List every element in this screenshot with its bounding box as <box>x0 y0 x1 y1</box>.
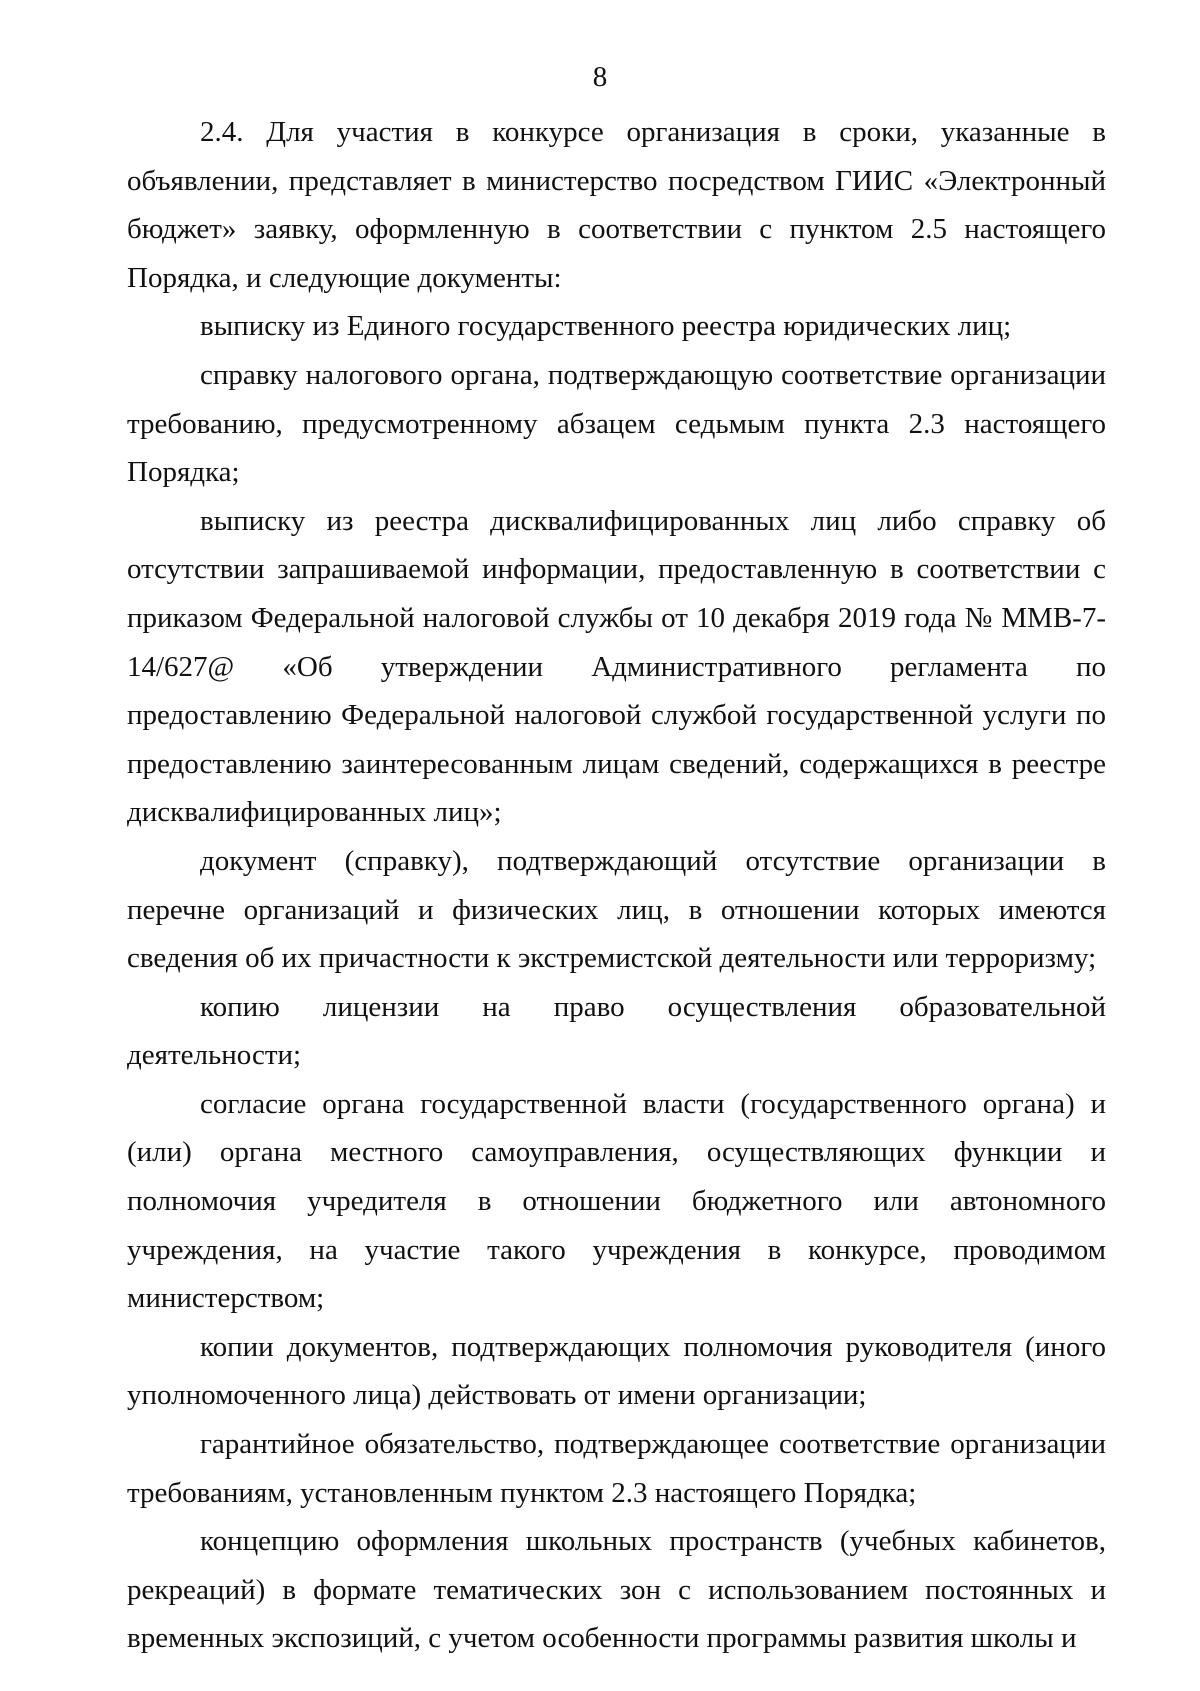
paragraph-extremism-certificate: документ (справку), подтверждающий отсутствие организации в перечне организаций и физических лиц, в отношении которых имеются сведения об их причастности к экстремистской деятельности или терроризму; <box>127 844 1106 975</box>
paragraph-egrul-extract: выписку из Единого государственного реестра юридических лиц; <box>200 310 1012 343</box>
paragraph-disqualified-registry: выписку из реестра дисквалифицированных лиц либо справку об отсутствии запрашиваемой информации, предоставленную в соответствии с приказом Федеральной налоговой службы от 10 декабря 2019 года № ММВ-7-14/627@ «Об утверждении Административного регламента по предоставлению Федеральной налоговой службой государственной услуги по предоставлению заинтересованным лицам сведений, содержащихся в реестре дисквалифицированных лиц»; <box>127 504 1106 829</box>
paragraph-tax-certificate: справку налогового органа, подтверждающую соответствие организации требованию, предусмотренному абзацем седьмым пункта 2.3 настоящего Порядка; <box>127 358 1106 489</box>
document-body <box>127 108 1106 1663</box>
paragraph-authority-documents: копии документов, подтверждающих полномочия руководителя (иного уполномоченного лица) действовать от имени организации; <box>127 1330 1106 1412</box>
page-number: 8 <box>592 61 608 93</box>
paragraph-design-concept: концепцию оформления школьных пространств (учебных кабинетов, рекреаций) в формате тематических зон с использованием постоянных и временных экспозиций, с учетом особенности программы развития школы и <box>127 1525 1106 1655</box>
paragraph-guarantee-obligation: гарантийное обязательство, подтверждающее соответствие организации требованиям, установленным пунктом 2.3 настоящего Порядка; <box>127 1428 1106 1509</box>
paragraph-founder-consent: согласие органа государственной власти (государственного органа) и (или) органа местного самоуправления, осуществляющих функции и полномочия учредителя в отношении бюджетного или автономного учреждения, на участие такого учреждения в конкурсе, проводимом министерством; <box>127 1087 1106 1315</box>
paragraph-2-4-intro: 2.4. Для участия в конкурсе организация в сроки, указанные в объявлении, представляет в министерство посредством ГИИС «Электронный бюджет» заявку, оформленную в соответствии с пунктом 2.5 настоящего Порядка, и следующие документы: <box>127 116 1106 294</box>
paragraph-license-copy: копию лицензии на право осуществления образовательной деятельности; <box>127 990 1106 1072</box>
